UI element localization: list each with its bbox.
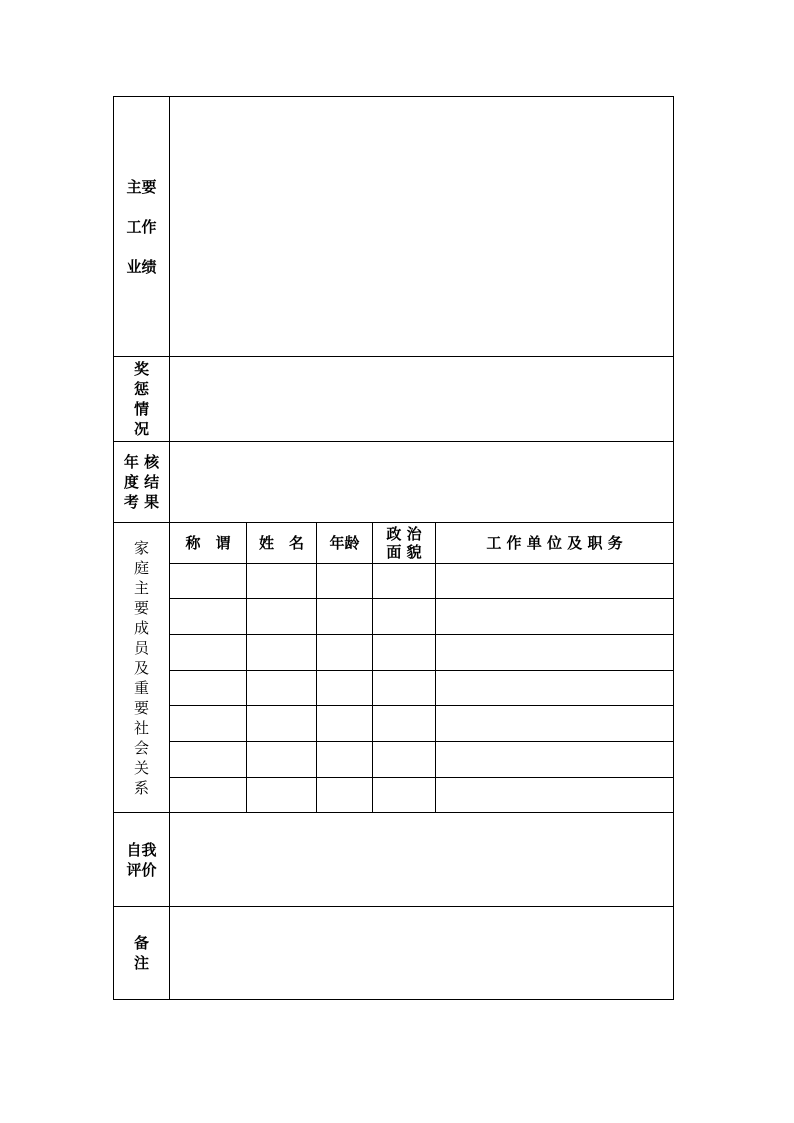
label-line: 惩 (133, 380, 149, 398)
header-political-line: 政 治 (386, 525, 422, 543)
label-line: 况 (133, 420, 149, 438)
label-line: 度 结 (123, 473, 160, 491)
family-row-line (169, 741, 674, 742)
label-line: 自我 (126, 840, 157, 859)
label-annual-review (114, 442, 169, 522)
achievements-field[interactable] (170, 97, 673, 356)
label-char: 关 (133, 758, 149, 777)
label-line: 年 核 (123, 453, 160, 471)
form-border-right (673, 96, 674, 1000)
label-char: 社 (133, 718, 149, 737)
label-char: 重 (133, 678, 149, 697)
form-border-bottom (113, 999, 674, 1000)
label-char: 家 (133, 538, 149, 557)
label-line: 备 (133, 934, 149, 952)
label-char: 会 (133, 738, 149, 757)
label-line: 奖 (133, 360, 149, 378)
header-name: 姓 名 (258, 534, 304, 552)
label-line: 业绩 (126, 257, 157, 276)
family-col-line (372, 522, 373, 813)
label-char: 员 (133, 638, 149, 657)
family-row-line (169, 777, 674, 778)
label-char: 主 (133, 578, 149, 597)
family-row-line (169, 670, 674, 671)
label-line: 注 (133, 954, 149, 972)
label-self-evaluation (114, 813, 169, 906)
header-age: 年龄 (329, 534, 360, 552)
remarks-field[interactable] (170, 907, 673, 999)
self-evaluation-field[interactable] (170, 813, 673, 906)
label-family-relations (114, 523, 169, 812)
label-main-achievements (114, 97, 169, 356)
label-char: 及 (133, 658, 149, 677)
label-char: 系 (133, 778, 149, 797)
label-char: 要 (133, 598, 149, 617)
label-char: 庭 (133, 558, 149, 577)
personnel-form (113, 96, 673, 999)
label-line: 工作 (126, 217, 157, 236)
annual-review-field[interactable] (170, 442, 673, 522)
label-char: 要 (133, 698, 149, 717)
header-relation: 称 谓 (185, 534, 231, 552)
label-rewards-punishments (114, 357, 169, 441)
label-line: 考 果 (123, 493, 160, 511)
label-line: 评价 (126, 860, 157, 879)
family-col-line (316, 522, 317, 813)
family-row-line (169, 563, 674, 564)
family-col-line (246, 522, 247, 813)
family-row-line (169, 634, 674, 635)
label-char: 成 (133, 618, 149, 637)
header-work-unit: 工 作 单 位 及 职 务 (486, 534, 623, 552)
label-line: 主要 (126, 177, 157, 196)
label-line: 情 (133, 400, 149, 418)
rewards-field[interactable] (170, 357, 673, 441)
header-political-status (373, 523, 435, 563)
family-row-line (169, 598, 674, 599)
header-political-line: 面 貌 (386, 543, 422, 561)
family-row-line (169, 705, 674, 706)
family-col-line (435, 522, 436, 813)
label-remarks (114, 907, 169, 999)
